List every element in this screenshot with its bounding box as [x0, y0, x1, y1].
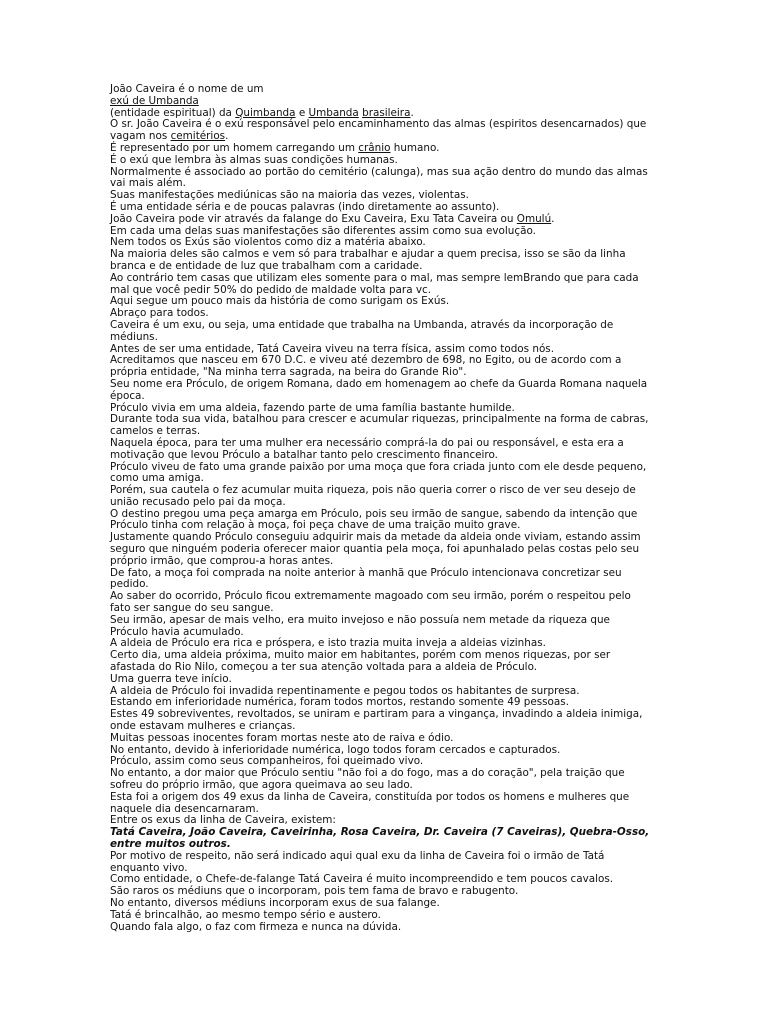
paragraph: Seu nome era Próculo, de origem Romana, dado em homenagem ao chefe da Guarda Romana naquela época.	[110, 377, 651, 402]
paragraph: No entanto, diversos médiuns incorporam exus de sua falange.	[110, 896, 440, 909]
paragraph: Ao contrário tem casas que utilizam eles somente para o mal, mas sempre lemBrando que para cada mal que você pedir 50% do pedido de maldade volta para vc.	[110, 271, 642, 296]
text-segment: humano.	[390, 141, 440, 154]
paragraph: No entanto, a dor maior que Próculo sentiu "não foi a do fogo, mas a do coração", pela traição que sofreu do próprio irmão, que agora queimava ao seu lado.	[110, 767, 628, 792]
paragraph: Naquela época, para ter uma mulher era necessário comprá-la do pai ou responsável, e esta era a motivação que levou Próculo a batalhar tanto pelo crescimento financeiro.	[110, 436, 628, 461]
paragraph: Abraço para todos.	[110, 307, 209, 320]
omulu-line	[110, 214, 650, 226]
paragraph: Certo dia, uma aldeia próxima, muito maior em habitantes, porém com menos riquezas, por ser afastada do Rio Nilo, começou a ter sua atenção voltada para a aldeia de Próculo.	[110, 649, 614, 674]
paragraph: Nem todos os Exús são violentos como diz a matéria abaixo.	[110, 236, 426, 249]
paragraph: Uma guerra teve início.	[110, 672, 232, 685]
paragraph: Durante toda sua vida, batalhou para crescer e acumular riquezas, principalmente na forma de cabras, camelos e terras.	[110, 413, 652, 438]
link-cranio[interactable]: crânio	[358, 141, 391, 154]
link-exu-de-umbanda[interactable]: exú de Umbanda	[110, 94, 199, 107]
paragraph: Aqui segue um pouco mais da história de como surigam os Exús.	[110, 295, 450, 308]
paragraph: Esta foi a origem dos 49 exus da linha de Caveira, constituída por todos os homens e mulheres que naquele dia desencarnaram.	[110, 790, 633, 815]
paragraph: Ao saber do ocorrido, Próculo ficou extremamente magoado com seu irmão, porém o respeitou pelo fato ser sangue do seu sangue.	[110, 590, 635, 615]
paragraph: Entre os exus da linha de Caveira, existem:	[110, 814, 336, 827]
text-segment: e	[295, 106, 309, 119]
paragraph: Estes 49 sobreviventes, revoltados, se uniram e partiram para a vingança, invadindo a aldeia inimiga, onde estavam mulheres e crianças.	[110, 708, 646, 733]
paragraph: Próculo viveu de fato uma grande paixão por uma moça que fora criada junto com ele desde pequeno, como uma amiga.	[110, 460, 650, 485]
paragraph: Próculo vivia em uma aldeia, fazendo parte de uma família bastante humilde.	[110, 401, 515, 414]
paragraph: Caveira é um exu, ou seja, uma entidade que trabalha na Umbanda, através da incorporação de médiuns.	[110, 318, 617, 343]
link-cemiterios[interactable]: cemitérios	[170, 130, 226, 143]
paragraph: É uma entidade séria e de poucas palavras (indo diretamente ao assunto).	[110, 200, 500, 213]
paragraph: Na maioria deles são calmos e vem só para trabalhar e ajudar a quem precisa, isso se são da linha branca e de entidade de luz que trabalham com a caridade.	[110, 248, 629, 272]
paragraph: Por motivo de respeito, não será indicado aqui qual exu da linha de Caveira foi o irmão de Tatá enquanto vivo.	[110, 849, 608, 874]
text-segment: .	[225, 130, 229, 143]
paragraph: Em cada uma delas suas manifestações são diferentes assim como sua evolução.	[110, 224, 536, 237]
link-umbanda[interactable]: Umbanda	[308, 106, 359, 119]
document-body	[110, 83, 653, 933]
link-omulu[interactable]: Omulú	[516, 212, 552, 225]
text-segment: O sr. João Caveira é o exú responsável pelo encaminhamento das almas (espiritos desencarnados) que vagam nos	[110, 118, 650, 143]
link-quimbanda[interactable]: Quimbanda	[235, 106, 296, 119]
paragraph: Próculo, assim como seus companheiros, foi queimado vivo.	[110, 755, 424, 768]
text-segment: É representado por um homem carregando um	[110, 141, 359, 154]
paragraph: Seu irmão, apesar de mais velho, era muito invejoso e não possuía nem metade da riqueza que Próculo havia acumulado.	[110, 613, 614, 638]
paragraph: Normalmente é associado ao portão do cemitério (calunga), mas sua ação dentro do mundo das almas vai mais além.	[110, 165, 652, 190]
paragraph: São raros os médiuns que o incorporam, pois tem fama de bravo e rabugento.	[110, 885, 519, 898]
text-segment: .	[551, 212, 555, 225]
intro-line-5	[110, 143, 650, 155]
paragraph-group-b	[110, 226, 650, 828]
paragraph: A aldeia de Próculo era rica e próspera, e isto trazia muita inveja a aldeias vizinhas.	[110, 637, 546, 650]
exus-list: Tatá Caveira, João Caveira, Caveirinha, Rosa Caveira, Dr. Caveira (7 Caveiras), Quebra-Osso, entre muitos outros.	[110, 826, 653, 850]
text-segment: .	[410, 106, 414, 119]
paragraph: Antes de ser uma entidade, Tatá Caveira viveu na terra física, assim como todos nós.	[110, 342, 555, 355]
paragraph: Suas manifestações mediúnicas são na maioria das vezes, violentas.	[110, 189, 469, 202]
paragraph: Porém, sua cautela o fez acumular muita riqueza, pois não queria correr o risco de ver seu desejo de união recusado pelo pai da moça.	[110, 484, 640, 508]
paragraph: Tatá é brincalhão, ao mesmo tempo sério e austero.	[110, 908, 381, 921]
link-brasileira[interactable]: brasileira	[362, 106, 411, 119]
paragraph: Quando fala algo, o faz com firmeza e nunca na dúvida.	[110, 920, 402, 933]
paragraph: É o exú que lembra às almas suas condições humanas.	[110, 153, 398, 166]
paragraph: Como entidade, o Chefe-de-falange Tatá Caveira é muito incompreendido e tem poucos cavalos.	[110, 873, 614, 886]
paragraph: Justamente quando Próculo conseguiu adquirir mais da metade da aldeia onde viviam, estando assim seguro que ninguém poderia oferecer maior quantia pela moça, foi apunhalado pelas costas pelo seu próprio irmão, que comprou-a horas antes.	[110, 531, 644, 567]
paragraph-group-a	[110, 155, 650, 214]
paragraph-group-c	[110, 851, 650, 934]
paragraph: Muitas pessoas inocentes foram mortas neste ato de raiva e ódio.	[110, 731, 454, 744]
paragraph: A aldeia de Próculo foi invadida repentinamente e pegou todos os habitantes de surpresa.	[110, 684, 580, 697]
paragraph: Estando em inferioridade numérica, foram todos mortos, restando somente 49 pessoas.	[110, 696, 569, 709]
paragraph: De fato, a moça foi comprada na noite anterior à manhã que Próculo intencionava concretizar seu pedido.	[110, 566, 625, 591]
intro-line-4	[110, 119, 650, 143]
paragraph: No entanto, devido à inferioridade numérica, logo todos foram cercados e capturados.	[110, 743, 561, 756]
paragraph: O destino pregou uma peça amarga em Próculo, pois seu irmão de sangue, sabendo da intenção que Próculo tinha com relação à moça, foi peça chave de uma traição muito grave.	[110, 507, 641, 532]
text-segment: (entidade espiritual) da	[110, 106, 236, 119]
text-segment: João Caveira pode vir através da falange do Exu Caveira, Exu Tata Caveira ou	[110, 212, 517, 225]
paragraph: Acreditamos que nasceu em 670 D.C. e viveu até dezembro de 698, no Egito, ou de acordo com a própria entidade, "Na minha terra sagrada, na beira do Grande Rio".	[110, 354, 625, 379]
intro-line-1: João Caveira é o nome de um	[110, 83, 264, 95]
